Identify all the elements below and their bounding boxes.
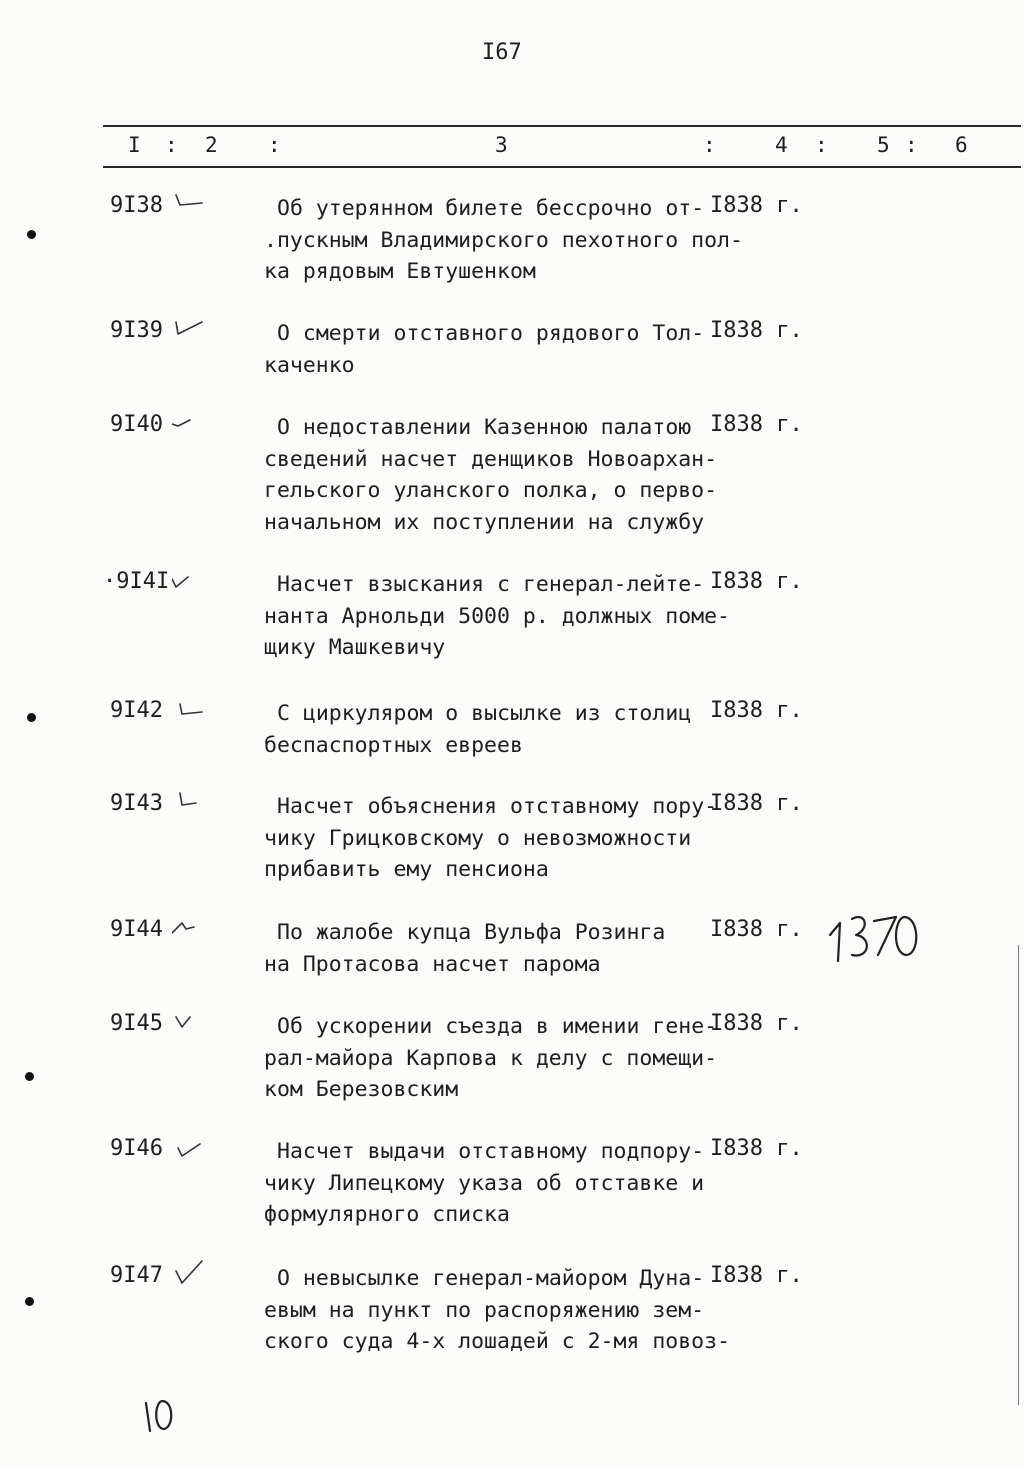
entry-number: 9I38 xyxy=(110,193,163,218)
entry-number: 9I44 xyxy=(110,917,163,942)
column-separator: : xyxy=(165,133,178,157)
check-mark-icon xyxy=(172,692,206,722)
entry-number: 9I45 xyxy=(110,1011,163,1036)
column-separator: : xyxy=(905,133,918,157)
entry-year: I838 г. xyxy=(710,1011,803,1036)
description-line: О недоставлении Казенною палатою xyxy=(277,415,692,440)
check-mark-icon xyxy=(172,785,206,815)
description-line: О смерти отставного рядового Тол- xyxy=(277,321,705,346)
check-mark-icon xyxy=(172,312,206,342)
binding-hole xyxy=(27,713,36,722)
description-line: гельского уланского полка, о перво- xyxy=(264,478,718,503)
description-line: нанта Арнольди 5000 р. должных поме- xyxy=(264,603,730,629)
entry-year: I838 г. xyxy=(710,698,803,723)
column-header-3: 3 xyxy=(495,133,508,157)
table-bottom-rule xyxy=(103,166,1021,168)
check-mark-icon xyxy=(172,187,206,217)
description-line: на Протасова насчет парома xyxy=(264,951,601,977)
description-line: Насчет взыскания с генерал-лейте- xyxy=(277,572,705,597)
entry-year: I838 г. xyxy=(710,791,803,816)
check-mark-icon xyxy=(172,406,206,436)
description-line: По жалобе купца Вульфа Розинга xyxy=(277,920,666,945)
binding-hole xyxy=(25,1072,34,1081)
entry-year: I838 г. xyxy=(710,318,803,343)
entry-number: 9I47 xyxy=(110,1263,163,1288)
entry-description xyxy=(264,1136,724,1231)
description-line: прибавить ему пенсиона xyxy=(264,857,549,882)
entry-year: I838 г. xyxy=(710,917,803,942)
column-separator: : xyxy=(703,133,716,157)
entry-number: 9I46 xyxy=(110,1136,163,1161)
check-mark-icon xyxy=(172,911,206,941)
entry-description xyxy=(264,412,724,538)
description-line: сведений насчет денщиков Новоархан- xyxy=(264,446,718,472)
description-line: чику Липецкому указа об отставке и xyxy=(264,1170,705,1196)
description-line: С циркуляром о высылке из столиц xyxy=(277,701,692,726)
entry-number: ·9I4I xyxy=(103,569,170,594)
entry-year: I838 г. xyxy=(710,412,803,437)
description-line: Об утерянном билете бессрочно от- xyxy=(277,196,705,221)
page-edge xyxy=(1018,945,1019,1405)
description-line: .пускным Владимирского пехотного пол- xyxy=(264,227,743,253)
entry-year: I838 г. xyxy=(710,1263,803,1288)
page-number: I67 xyxy=(482,40,522,65)
description-line: чику Грицковскому о невозможности xyxy=(264,825,692,851)
entry-description xyxy=(264,193,743,288)
entry-description xyxy=(264,318,724,381)
description-line: ского суда 4-х лошадей с 2-мя повоз- xyxy=(264,1329,730,1354)
description-line: Об ускорении съезда в имении гене- xyxy=(277,1014,718,1039)
entry-number: 9I43 xyxy=(110,791,163,816)
entry-number: 9I42 xyxy=(110,698,163,723)
column-separator: : xyxy=(815,133,828,157)
description-line: ком Березовским xyxy=(264,1077,459,1102)
description-line: начальном их поступлении на службу xyxy=(264,509,705,535)
entry-description xyxy=(264,917,724,980)
handwritten-count-annotation xyxy=(826,905,922,967)
handwritten-bottom-annotation xyxy=(140,1393,180,1437)
column-separator: : xyxy=(268,133,281,157)
description-line: щику Машкевичу xyxy=(264,635,446,660)
description-line: рал-майора Карпова к делу с помещи- xyxy=(264,1045,718,1071)
check-mark-icon xyxy=(172,1130,206,1160)
column-header-2: 2 xyxy=(205,133,218,157)
check-mark-icon xyxy=(172,1257,206,1287)
description-line: О невысылке генерал-майором Дуна- xyxy=(277,1266,705,1291)
table-top-rule xyxy=(103,125,1021,127)
description-line: каченко xyxy=(264,352,355,378)
description-line: формулярного списка xyxy=(264,1202,510,1227)
entry-year: I838 г. xyxy=(710,569,803,594)
binding-hole xyxy=(25,1297,34,1306)
entry-number: 9I40 xyxy=(110,412,163,437)
column-header-1: I xyxy=(128,133,141,157)
entry-description xyxy=(264,1011,724,1106)
description-line: беспаспортных евреев xyxy=(264,732,523,758)
entry-description xyxy=(264,791,724,886)
column-header-5: 5 xyxy=(877,133,890,157)
entry-year: I838 г. xyxy=(710,193,803,218)
binding-hole xyxy=(27,230,36,239)
column-header-6: 6 xyxy=(955,133,968,157)
column-header-4: 4 xyxy=(775,133,788,157)
check-mark-icon xyxy=(172,1005,206,1035)
check-mark-icon xyxy=(172,563,206,593)
entry-description xyxy=(264,698,724,761)
entry-description xyxy=(264,569,730,664)
entry-number: 9I39 xyxy=(110,318,163,343)
description-line: Насчет выдачи отставному подпору- xyxy=(277,1139,705,1164)
entry-year: I838 г. xyxy=(710,1136,803,1161)
entry-description xyxy=(264,1263,730,1358)
description-line: евым на пункт по распоряжению зем- xyxy=(264,1297,705,1323)
description-line: Насчет объяснения отставному пору- xyxy=(277,794,718,819)
description-line: ка рядовым Евтушенком xyxy=(264,259,536,284)
